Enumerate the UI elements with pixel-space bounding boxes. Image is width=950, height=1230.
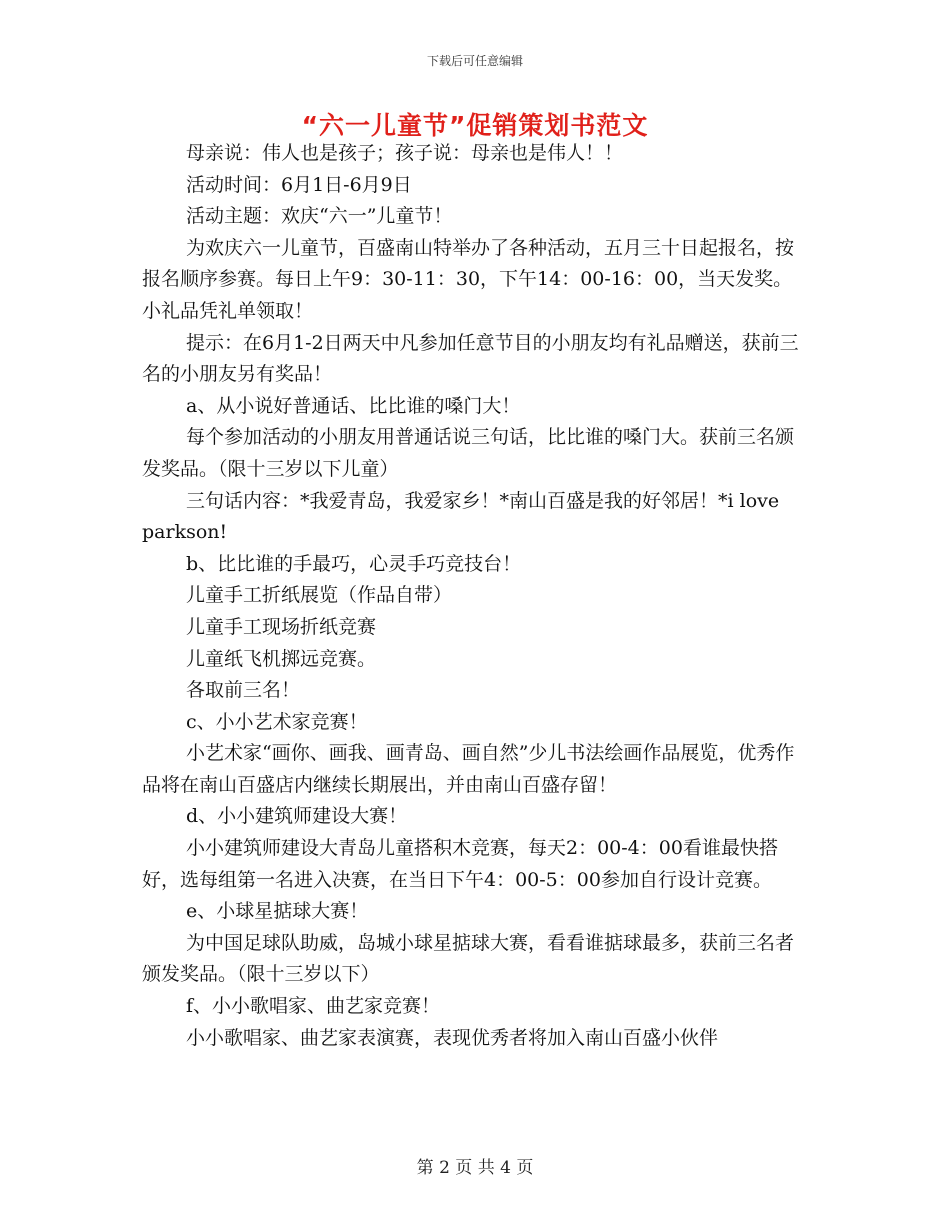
body-paragraph: b、比比谁的手最巧，心灵手巧竞技台！ [186, 552, 522, 575]
body-paragraph: e、小球星掂球大赛！ [186, 900, 369, 923]
body-paragraph: 母亲说：伟人也是孩子；孩子说：母亲也是伟人！！ [186, 142, 624, 164]
body-paragraph: 三句话内容：*我爱青岛，我爱家乡！*南山百盛是我的好邻居！*i love parkson! [142, 489, 780, 544]
body-paragraph: 儿童手工现场折纸竞赛 [186, 615, 377, 638]
body-paragraph: 活动主题：欢庆“六一”儿童节！ [186, 205, 453, 228]
body-paragraph: 活动时间：6月1日-6月9日 [186, 173, 412, 196]
body-paragraph: 小小歌唱家、曲艺家表演赛，表现优秀者将加入南山百盛小伙伴 [186, 1026, 719, 1049]
body-paragraph: 儿童纸飞机掷远竞赛。 [186, 647, 377, 670]
body-paragraph: 为欢庆六一儿童节，百盛南山特举办了各种活动，五月三十日起报名，按报名顺序参赛。每日上午9：30-11：30，下午14：00-16：00，当天发奖。小礼品凭礼单领取！ [142, 236, 795, 322]
body-paragraph: 为中国足球队助威，岛城小球星掂球大赛，看看谁掂球最多，获前三名者颁发奖品。（限十三岁以下） [142, 931, 795, 986]
body-paragraph: d、小小建筑师建设大赛！ [186, 805, 408, 828]
document-body [142, 138, 802, 1054]
body-paragraph: 儿童手工折纸展览（作品自带） [186, 584, 453, 607]
page-header-note: 下载后可任意编辑 [426, 54, 523, 68]
body-paragraph: c、小小艺术家竞赛！ [186, 710, 368, 733]
document-title: “六一儿童节”促销策划书范文 [301, 111, 649, 140]
body-paragraph: 提示：在6月1-2日两天中凡参加任意节目的小朋友均有礼品赠送，获前三名的小朋友另有奖品！ [142, 331, 799, 386]
page-footer: 第 2 页 共 4 页 [416, 1158, 534, 1178]
body-paragraph: 小艺术家“画你、画我、画青岛、画自然”少儿书法绘画作品展览，优秀作品将在南山百盛店内继续长期展出，并由南山百盛存留！ [142, 742, 795, 796]
body-paragraph: f、小小歌唱家、曲艺家竞赛！ [186, 995, 441, 1018]
body-paragraph: 各取前三名！ [186, 679, 301, 702]
body-paragraph: a、从小说好普通话、比比谁的嗓门大！ [186, 394, 521, 417]
body-paragraph: 小小建筑师建设大青岛儿童搭积木竞赛，每天2：00-4：00看谁最快搭好，选每组第一名进入决赛，在当日下午4：00-5：00参加自行设计竞赛。 [142, 837, 778, 891]
body-paragraph: 每个参加活动的小朋友用普通话说三句话，比比谁的嗓门大。获前三名颁发奖品。（限十三岁以下儿童） [142, 426, 795, 480]
